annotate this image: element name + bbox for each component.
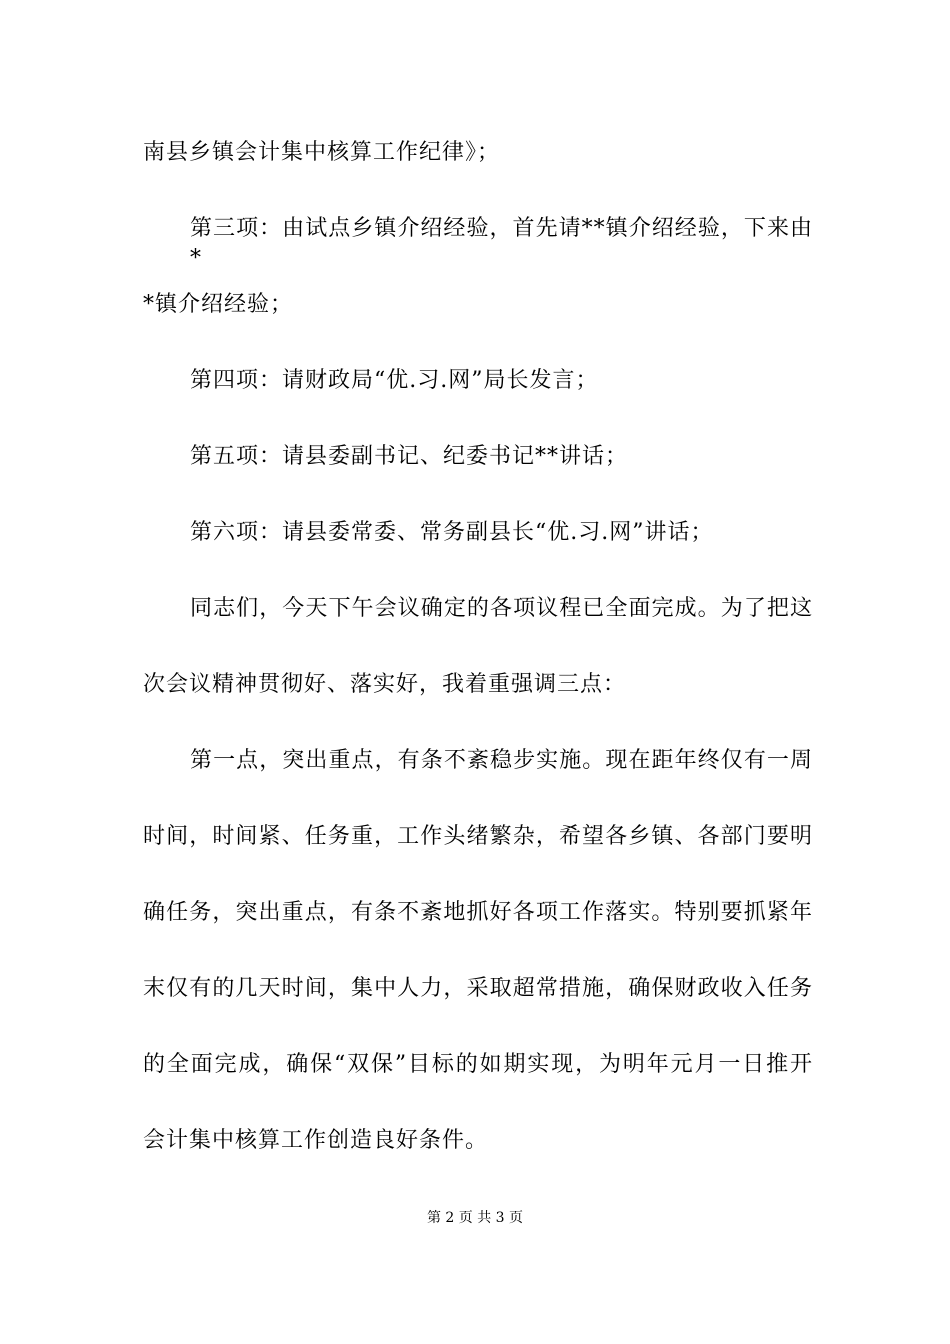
text-line: 同志们，今天下午会议确定的各项议程已全面完成。为了把这 <box>190 596 813 621</box>
page-number-footer: 第 2 页 共 3 页 <box>426 1210 524 1226</box>
text-line: 会计集中核算工作创造良好条件。 <box>143 1128 489 1153</box>
text-line: 第三项：由试点乡镇介绍经验，首先请**镇介绍经验，下来由* <box>190 216 813 271</box>
text-line: 次会议精神贯彻好、落实好，我着重强调三点： <box>143 672 627 697</box>
text-line: 第一点，突出重点，有条不紊稳步实施。现在距年终仅有一周 <box>190 748 813 773</box>
text-line: 的全面完成，确保“双保”目标的如期实现，为明年元月一日推开 <box>143 1052 813 1077</box>
text-line: 第四项：请财政局“优.习.网”局长发言； <box>190 368 599 393</box>
text-line: 确任务，突出重点，有条不紊地抓好各项工作落实。特别要抓紧年 <box>143 900 813 925</box>
text-line: 南县乡镇会计集中核算工作纪律》； <box>143 140 501 165</box>
text-line: *镇介绍经验； <box>143 292 294 317</box>
text-line: 末仅有的几天时间，集中人力，采取超常措施，确保财政收入任务 <box>143 976 813 1001</box>
text-line: 第六项：请县委常委、常务副县长“优.习.网”讲话； <box>190 520 714 545</box>
text-line: 时间，时间紧、任务重，工作头绪繁杂，希望各乡镇、各部门要明 <box>143 824 813 849</box>
text-line: 第五项：请县委副书记、纪委书记**讲话； <box>190 444 629 469</box>
